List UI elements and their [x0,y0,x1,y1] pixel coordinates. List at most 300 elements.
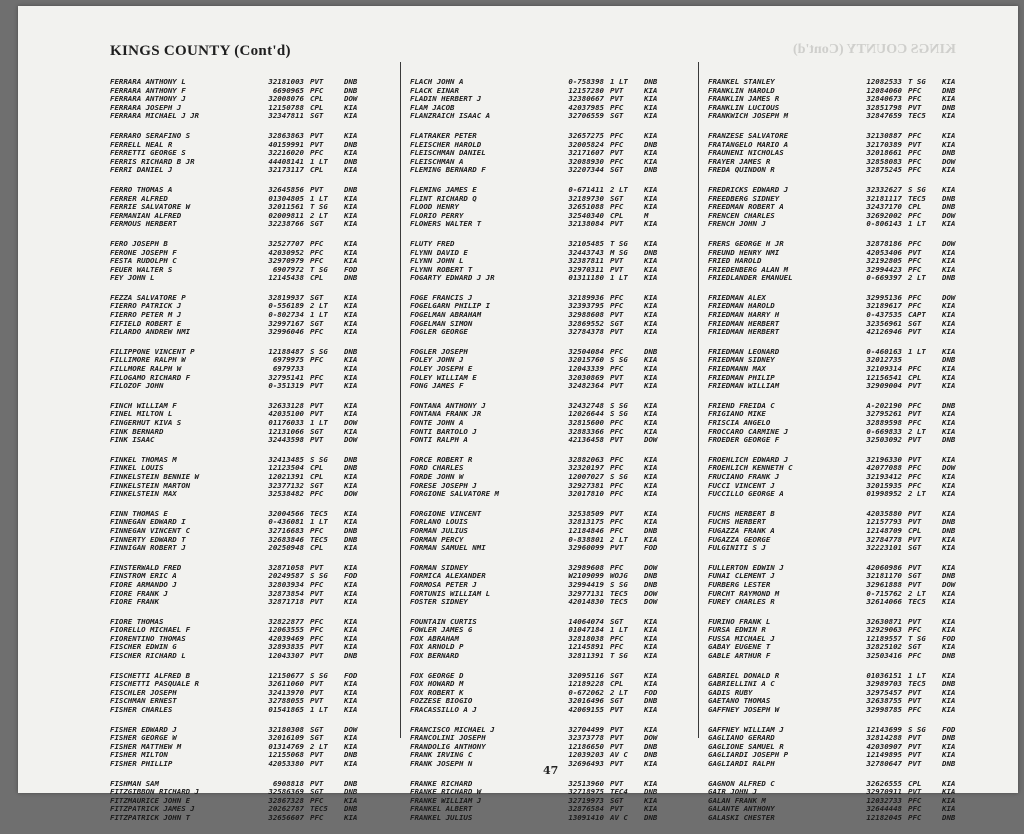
serial-number: 32633128 [268,400,304,410]
status: KIA [344,642,358,652]
roster-entry [110,814,372,823]
rank: PVT [610,804,624,814]
serial-number: W2109099 [568,571,604,581]
roster-entry [410,132,672,141]
soldier-name: FRIEDLANDER EMANUEL [708,274,793,283]
serial-number: 32320197 [568,463,604,473]
rank: PVT [908,327,922,337]
soldier-name: FUNAI CLEMENT J [708,572,775,581]
roster-group [410,510,672,553]
serial-number: 32815600 [568,418,604,427]
serial-number: 32189730 [568,193,604,203]
roster-entry [410,726,672,735]
rank: 1 LT [908,346,926,356]
roster-group [708,726,970,769]
roster-entry [708,697,970,706]
roster-column-2 [410,78,672,834]
status: KIA [344,616,358,626]
serial-number: 32015760 [568,355,604,365]
status: KIA [644,759,658,768]
serial-number: 32180308 [268,724,304,734]
status: KIA [644,381,658,391]
roster-entry [410,294,672,303]
serial-number: 42053406 [866,247,902,257]
status: KIA [344,247,358,257]
serial-number: 32008076 [268,94,304,104]
roster-group [410,78,672,121]
soldier-name: FOLEY WILLIAM E [410,373,477,382]
status: KIA [644,264,658,274]
roster-entry [110,626,372,635]
status: DNB [942,517,956,527]
soldier-name: FRANKEL JULIUS [410,813,473,822]
status: KIA [344,372,358,382]
soldier-name: FOGELMAN ABRAHAM [410,311,482,320]
soldier-name: FERRER ALFRED [110,194,168,203]
serial-number: 32413485 [268,454,304,464]
status: DNB [942,193,956,203]
soldier-name: FOX BERNARD [410,652,459,661]
serial-number: 32970911 [866,787,902,797]
soldier-name: FROEHLICH KENNETH C [708,464,793,473]
soldier-name: FLACH JOHN A [410,78,464,86]
status: KIA [644,238,658,248]
roster-entry [410,104,672,113]
rank: 2 LT [908,489,926,499]
soldier-name: FILARDO ANDREW NMI [110,328,191,337]
roster-entry [410,266,672,275]
serial-number: 42030907 [866,741,902,751]
serial-number: 12123504 [268,463,304,473]
rank: SGT [610,318,624,328]
soldier-name: FINCH WILLIAM F [110,401,177,410]
serial-number: A-202190 [866,400,902,410]
status: KIA [644,463,658,473]
soldier-name: FERONE JOSEPH F [110,248,177,257]
roster-entry [708,464,970,473]
serial-number: 32614066 [866,597,902,607]
rank: CPL [310,273,324,283]
serial-number: 01047184 [568,625,604,635]
rank: S SG [610,409,628,419]
soldier-name: FURINO FRANK L [708,617,771,626]
status: KIA [644,517,658,527]
status: KIA [644,616,658,626]
serial-number: 01304805 [268,193,304,203]
status: KIA [644,508,658,518]
soldier-name: FISHER MATTHEW M [110,742,182,751]
soldier-name: FERRIS RICHARD B JR [110,157,195,166]
rank: PFC [310,489,324,499]
soldier-name: GALAN FRANK M [708,796,766,805]
serial-number: 01036151 [866,670,902,680]
soldier-name: FINSTERWALD FRED [110,563,182,572]
soldier-name: FEUER WALTER S [110,265,173,274]
status: KIA [942,670,956,680]
rank: PVT [908,562,922,572]
soldier-name: FOLEY JOSEPH E [410,365,473,374]
status: DOW [942,579,956,589]
soldier-name: FIERRO PETER M J [110,311,182,320]
soldier-name: FORMICA ALEXANDER [410,572,486,581]
serial-number: 20249587 [268,571,304,581]
roster-entry [708,311,970,320]
serial-number: 32692002 [866,210,902,220]
serial-number: 12184846 [568,525,604,535]
soldier-name: FLOOD HENRY [410,203,459,212]
rank: PVT [908,102,922,112]
soldier-name: FISCHETTI PASQUALE R [110,680,199,689]
soldier-name: FRIEDMAN HERBERT [708,328,780,337]
soldier-name: FESTA RUDOLPH C [110,257,177,266]
soldier-name: FRACASSILLO A J [410,706,477,715]
serial-number: 32016109 [268,733,304,743]
soldier-name: FORLANO LOUIS [410,518,468,527]
soldier-name: FISHMAN SAM [110,779,159,788]
serial-number: 12157280 [568,85,604,95]
soldier-name: FERRARA JOSEPH J [110,103,182,112]
roster-entry [708,158,970,167]
serial-number: 42035880 [866,508,902,518]
serial-number: 40159991 [268,139,304,149]
status: KIA [644,292,658,302]
status: KIA [942,750,956,760]
rank: 1 LT [310,310,328,320]
roster-entry [410,797,672,806]
rank: PVT [310,381,324,391]
serial-number: 32889598 [866,418,902,427]
soldier-name: FLINT RICHARD Q [410,194,477,203]
roster-group [708,780,970,823]
roster-entry [410,220,672,229]
status: KIA [344,310,358,320]
roster-entry [410,348,672,357]
serial-number: 32893835 [268,642,304,652]
serial-number: 32871718 [268,597,304,607]
roster-entry [110,212,372,221]
serial-number: 32109314 [866,364,902,374]
soldier-name: FITZGIBBON RICHARD J [110,788,199,797]
rank: S SG [908,724,926,734]
roster-group [110,618,372,661]
roster-group [110,780,372,823]
serial-number: 32995136 [866,292,902,302]
rank: PVT [610,508,624,518]
roster-entry [110,788,372,797]
rank: PFC [908,804,922,814]
rank: PFC [310,525,324,535]
soldier-name: FERMOUS HERBERT [110,220,177,229]
soldier-name: FOGARTY EDWARD J JR [410,274,495,283]
soldier-name: FRANKLIN LUCIOUS [708,103,780,112]
roster-entry [410,311,672,320]
status: KIA [644,651,658,661]
serial-number: 32863863 [268,130,304,140]
serial-number: 12189228 [568,679,604,689]
roster-group [410,780,672,823]
serial-number: 12026644 [568,409,604,419]
rank: PFC [908,256,922,266]
rank: PVT [908,435,922,445]
roster-group [708,510,970,553]
status: DOW [644,435,658,445]
serial-number: 32989703 [866,679,902,689]
serial-number: 12150677 [268,670,304,680]
rank: SGT [610,111,624,121]
serial-number: 32657275 [568,130,604,140]
serial-number: 32630871 [866,616,902,626]
rank: PVT [310,597,324,607]
soldier-name: FRATANGELO MARIO A [708,140,789,149]
status: KIA [344,687,358,697]
serial-number: 32998785 [866,705,902,715]
status: DNB [942,355,956,365]
roster-group [410,132,672,175]
roster-group [410,564,672,607]
serial-number: 32380667 [568,94,604,104]
rank: PVT [908,409,922,419]
serial-number: 32171607 [568,148,604,158]
rank: SGT [310,733,324,743]
serial-number: 32656607 [268,812,304,822]
status: KIA [942,616,956,626]
roster-entry [110,104,372,113]
roster-group [708,618,970,661]
rank: T SG [908,77,926,86]
soldier-name: FLADIN HERBERT J [410,95,482,104]
soldier-name: FRIEDMAN HARRY H [708,311,780,320]
serial-number: 32503092 [866,435,902,445]
serial-number: 32988608 [568,310,604,320]
status: KIA [942,642,956,652]
serial-number: 32413970 [268,687,304,697]
column-rule [400,62,401,738]
roster-entry [708,419,970,428]
soldier-name: FLOWERS WALTER T [410,220,482,229]
status: KIA [344,426,358,436]
roster-entry [708,195,970,204]
roster-entry [708,572,970,581]
roster-entry [410,203,672,212]
roster-entry [110,78,372,87]
soldier-name: GABRIEL DONALD R [708,671,780,680]
roster-entry [708,510,970,519]
roster-entry [110,132,372,141]
roster-entry [110,220,372,229]
status: DNB [942,733,956,743]
soldier-name: FISCHER EDWIN G [110,643,177,652]
rank: PFC [610,156,624,166]
status: DNB [644,787,658,797]
status: KIA [942,409,956,419]
serial-number: 32011561 [268,202,304,212]
serial-number: 32105485 [568,238,604,248]
rank: PVT [310,409,324,419]
roster-group [110,456,372,499]
rank: PFC [908,795,922,805]
serial-number: 32989608 [568,562,604,572]
soldier-name: FROCCARO CARMINE J [708,427,789,436]
soldier-name: FONTANA ANTHONY J [410,401,486,410]
status: KIA [644,219,658,229]
roster-entry [410,240,672,249]
roster-entry [708,249,970,258]
serial-number: 32882063 [568,454,604,464]
roster-entry [410,186,672,195]
rank: 2 LT [908,273,926,283]
soldier-name: FURCHT RAYMOND M [708,589,780,598]
roster-entry [110,456,372,465]
serial-number: 32875245 [866,165,902,175]
rank: PVT [610,85,624,95]
serial-number: 02009811 [268,210,304,220]
status: KIA [344,733,358,743]
serial-number: 42053380 [268,759,304,768]
rank: SGT [310,787,324,797]
status: KIA [344,480,358,490]
roster-entry [708,212,970,221]
serial-number: 32909004 [866,381,902,391]
serial-number: 20262787 [268,804,304,814]
roster-entry [410,149,672,158]
status: DNB [942,102,956,112]
status: KIA [344,219,358,229]
status: KIA [344,364,358,374]
serial-number: 12189557 [866,633,902,643]
rank: TEC5 [310,534,328,544]
status: KIA [344,355,358,365]
rank: PFC [908,400,922,410]
rank: PFC [908,148,922,158]
rank: PFC [310,327,324,337]
roster-entry [110,482,372,491]
roster-entry [410,482,672,491]
status: KIA [942,165,956,175]
rank: PFC [908,130,922,140]
serial-number: 32929063 [866,625,902,635]
roster-entry [110,689,372,698]
serial-number: 32813175 [568,517,604,527]
rank: TEC5 [310,804,328,814]
serial-number: 32825102 [866,642,902,652]
roster-entry [708,544,970,553]
roster-group [110,672,372,715]
rank: PVT [310,435,324,445]
rank: PFC [310,238,324,248]
soldier-name: FORMAN PERCY [410,535,464,544]
serial-number: 32869552 [568,318,604,328]
serial-number: 12145891 [568,642,604,652]
soldier-name: FROEHLICH EDWARD J [708,455,789,464]
serial-number: 32784378 [568,327,604,337]
rank: PVT [610,778,624,788]
roster-entry [410,274,672,283]
serial-number: 0-758398 [568,77,604,86]
rank: PVT [610,741,624,751]
soldier-name: FRENCEN CHARLES [708,211,775,220]
serial-number: 32207344 [568,165,604,175]
soldier-name: FONTI BARTOLO J [410,427,477,436]
serial-number: 32373778 [568,733,604,743]
rank: PVT [310,562,324,572]
rank: PFC [610,364,624,374]
status: KIA [344,400,358,410]
serial-number: 32437170 [866,202,902,212]
status: KIA [344,562,358,572]
rank: PFC [610,426,624,436]
soldier-name: FLACK EINAR [410,86,459,95]
rank: 1 LT [908,219,926,229]
rank: 1 LT [310,193,328,203]
status: KIA [644,102,658,112]
serial-number: 32170389 [866,139,902,149]
soldier-name: FLUTY FRED [410,239,455,248]
soldier-name: GAFFNEY JOSEPH W [708,706,780,715]
soldier-name: FERRARA ANTHONY F [110,86,186,95]
rank: PFC [310,812,324,822]
soldier-name: FRANKE WILLIAM J [410,796,482,805]
serial-number: 42077088 [866,463,902,473]
roster-entry [110,652,372,661]
soldier-name: FOX ABRAHAM [410,634,459,643]
roster-entry [708,302,970,311]
rank: S SG [610,471,628,481]
soldier-name: GABAY EUGENE T [708,643,771,652]
rank: PVT [908,247,922,257]
rank: SGT [310,724,324,734]
roster-entry [110,527,372,536]
status: KIA [344,111,358,121]
serial-number: 32138084 [568,219,604,229]
soldier-name: FILOGAMO RICHARD F [110,373,191,382]
status: DNB [644,750,658,760]
roster-entry [708,382,970,391]
serial-number: 14064074 [568,616,604,626]
roster-entry [708,348,970,357]
status: KIA [942,247,956,257]
status: KIA [942,489,956,499]
soldier-name: FINKEL THOMAS M [110,455,177,464]
roster-entry [110,141,372,150]
rank: PFC [610,292,624,302]
roster-entry [110,149,372,158]
status: KIA [344,759,358,768]
status: DNB [344,525,358,535]
soldier-name: FLYNN ROBERT T [410,265,473,274]
rank: CPL [908,525,922,535]
rank: CPL [908,202,922,212]
status: DOW [344,94,358,104]
serial-number: 32016496 [568,696,604,706]
soldier-name: FRIEDMAN ALEX [708,293,766,302]
soldier-name: FILOZOF JOHN [110,382,164,391]
soldier-name: FEY JOHN L [110,274,155,283]
soldier-name: FRIEDMAN LEONARD [708,347,780,356]
soldier-name: FINKEL LOUIS [110,464,164,473]
status: FOD [942,724,956,734]
soldier-name: FISHER EDWARD J [110,725,177,734]
soldier-name: FERRARO SERAFINO S [110,131,191,140]
serial-number: 12186650 [568,741,604,751]
roster-entry [410,112,672,121]
serial-number: 32377132 [268,480,304,490]
rank: PFC [908,301,922,311]
rank: PFC [310,355,324,365]
rank: PFC [610,489,624,499]
serial-number: 32878186 [866,238,902,248]
roster-entry [708,166,970,175]
status: FOD [942,633,956,643]
